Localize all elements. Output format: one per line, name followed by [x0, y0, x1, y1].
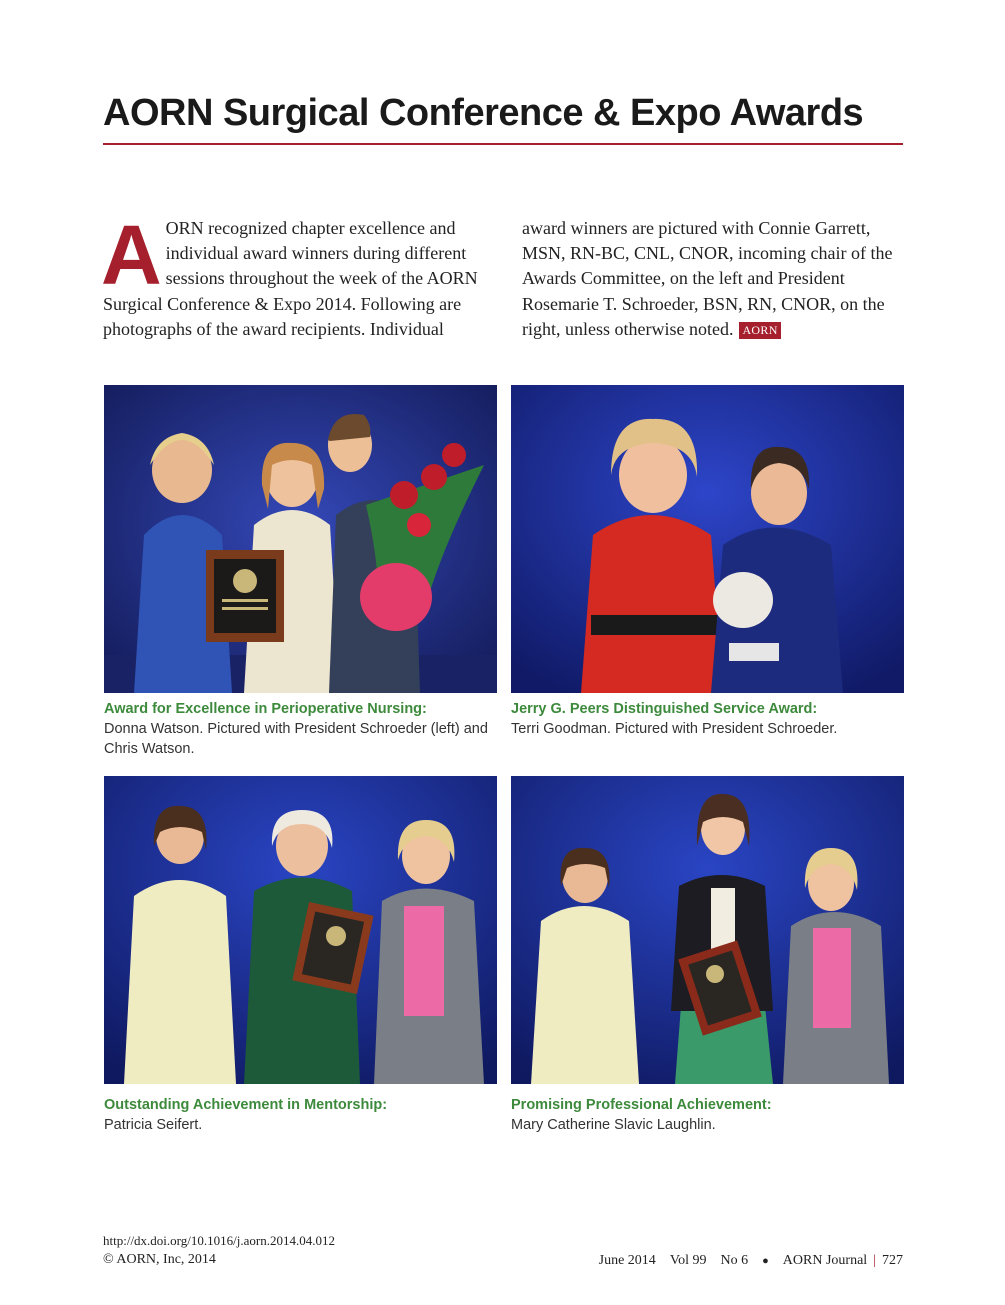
photo-illustration — [511, 385, 904, 693]
caption-heading: Outstanding Achievement in Mentorship: — [104, 1097, 388, 1113]
intro-column-1 — [101, 208, 485, 342]
photo-mentorship-award — [104, 776, 497, 1084]
photo-illustration — [104, 776, 497, 1084]
issue-date: June 2014 — [598, 1253, 656, 1268]
caption-distinguished-service-award — [511, 699, 904, 739]
caption-heading: Award for Excellence in Perioperative Nursing: — [104, 701, 427, 717]
page-number: 727 — [882, 1253, 903, 1268]
caption-text: Donna Watson. Pictured with President Schroeder (left) and Chris Watson. — [104, 721, 488, 757]
intro-column-2 — [522, 216, 904, 342]
title-rule — [103, 143, 903, 145]
aorn-end-mark: AORN — [739, 322, 780, 339]
footer-divider: | — [873, 1253, 876, 1268]
bullet-icon: ● — [762, 1255, 769, 1267]
caption-heading: Jerry G. Peers Distinguished Service Award: — [511, 701, 818, 717]
doi-link[interactable]: http://dx.doi.org/10.1016/j.aorn.2014.04.012 — [103, 1233, 335, 1248]
caption-excellence-award — [104, 699, 497, 759]
caption-professional-achievement-award — [511, 1095, 904, 1135]
photo-illustration — [104, 385, 497, 693]
caption-text: Mary Catherine Slavic Laughlin. — [511, 1117, 716, 1133]
issue-volume: Vol 99 — [669, 1253, 707, 1268]
copyright: © AORN, Inc, 2014 — [103, 1252, 216, 1267]
caption-heading: Promising Professional Achievement: — [511, 1097, 772, 1113]
intro-text-2: award winners are pictured with Connie Garrett, MSN, RN-BC, CNL, CNOR, incoming chair of the Awards Committee, on the left and President Rosemarie T. Schroeder, BSN, RN, CNOR, on the right, unless otherwise noted. — [522, 218, 893, 339]
footer-right — [599, 1251, 903, 1271]
issue-number: No 6 — [720, 1253, 749, 1268]
caption-text: Patricia Seifert. — [104, 1117, 203, 1133]
photo-excellence-award — [104, 385, 497, 693]
photo-professional-achievement-award — [511, 776, 904, 1084]
journal-name: AORN Journal — [782, 1253, 868, 1268]
footer-left — [103, 1231, 335, 1269]
caption-mentorship-award — [104, 1095, 497, 1135]
page-title: AORN Surgical Conference & Expo Awards — [103, 92, 864, 134]
drop-cap: A — [101, 208, 162, 302]
intro-text-1: ORN recognized chapter excellence and individual award winners during different sessions throughout the week of the AORN Surgical Conference & Expo 2014. Following are photographs of the award recipients. Individual — [103, 218, 478, 339]
photo-illustration — [511, 776, 904, 1084]
photo-distinguished-service-award — [511, 385, 904, 693]
caption-text: Terri Goodman. Pictured with President Schroeder. — [511, 721, 838, 737]
